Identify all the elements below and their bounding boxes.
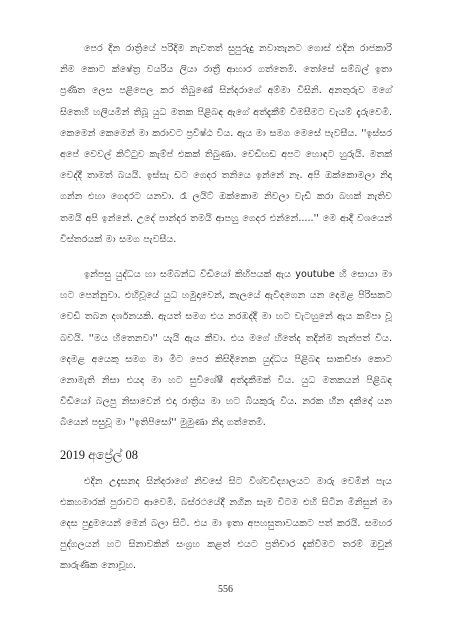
paragraph: එදින උදැසනද සින්දරාගේ නිවසේ සිට විශ්වවිද්‍යාලයට මාරු වෙමින් පැය එකහමාරක් පුරාවට ආවෙමි. බස්රථයේදී නගින සෑම විටම එහි සිටින මිනිසුන් මා දෙස පුදුමයෙන් මෙන් බලා සිටි. එය මා ඉතා අපහසුතාවයකට පත් කරයි. සමහර පුද්ගලයන් හට සිනාවකින් සංග්‍රහ කළත් එයට ප්‍රතිචාර දැක්වීමට තරම් ඔවුන් කාරුණික නොවූහ. xyxy=(60,475,392,572)
paragraph: ඉන්පසු යුද්ධය හා සම්බන්ධ විඩියෝ කිහිපයක් ඇය youtube හි සොයා මා හට පෙන්නුවා. එහිවූයේ යුධ හමුදාවෙන්, කැලයේ ඇවිදගෙන යන දෙමළ පිරිසකට වෙඩි තබන දර්ශනයකි. ඇයත් සමග එය නරඹද්දී මා හට වැටහුනේ ඇය කම්පා වූ බවයි. ''මය හිතෙනවා'' යැයි ඇය කීවා. එය මගේ හිතේද තදින්ම තැන්පත් විය. දෙමළ අයෙකු සමග මා මීට පෙර කිසිදිනෙක යුද්ධය පිළිබඳ සාකච්ඡා කොට නොමැති නිසා එයද මා හට සුවිශේෂී අත්දැකීමක් විය. යුධ මතකයන් පිළිබඳ විඩියෝ බලපු නිසාවෙන් එදා රාත්‍රිය මා හට බියකුරු විය. නරක හීන දකීදෝ යන බියෙන් පසුවූ මා ''ඉතිපිසෝ'' මුමුණා නිදා ගත්තෙමි. xyxy=(60,269,392,429)
document-page xyxy=(60,38,392,577)
page-number: 556 xyxy=(218,584,233,595)
date-heading: 2019 අප්‍රේල් 08 xyxy=(60,447,138,462)
paragraph: පෙර දින රාත්‍රියේ පරිදිම නැවතත් සුපුරුදු නවාතැනට ගොස් එදින රාජකාරි නිම කොට ක්ෂේත්‍ර වයරිය ලියා රාත්‍රී ආහාර ගත්තෙමි. තෝසේ සම්බල් ඉතා ප්‍රණීත ලෙස පළිපෙල කර තිබුණේ සින්දරාගේ අම්මා විසිනි. අනතුරුව මගේ සිතෙහි හලියමින් තිබූ යුධ මතක පිළිබඳ ඇගේ අත්දැකීම් විමසීමට වැයම් දැරුවෙමි. කෙමෙන් කෙමෙන් මා කරාවට ප්‍රවිෂ්ඨ විය. ඇය මා සමග මෙසේ පැවසීය. ''ඉස්සර අපේ වෙවල් කිට්ටුව කැම්ප් එකක් තිබුණා. වෙඩිහඩ අපට හොඳට හුරුයි. මතක් වෙද්දී තාමත් බයයි. ඉස්සැ ඩට ගෙදර තනියෙ ඉන්නේ නෑ. අපි ඔක්කොමලා නිදා ගන්න එහා ගෙදරට යනවා. රෑ ලයිට් ඔක්කොම නිවලා වැඩී කරා බහක් නැතිව තමයි අපි ඉන්නේ. උදේ පාන්දර තමයි ආපහු ගෙදර එන්නේ.....'' මෙ ආදී වශයෙන් විස්තරයක් මා සමග පැවසීය. xyxy=(60,43,392,245)
